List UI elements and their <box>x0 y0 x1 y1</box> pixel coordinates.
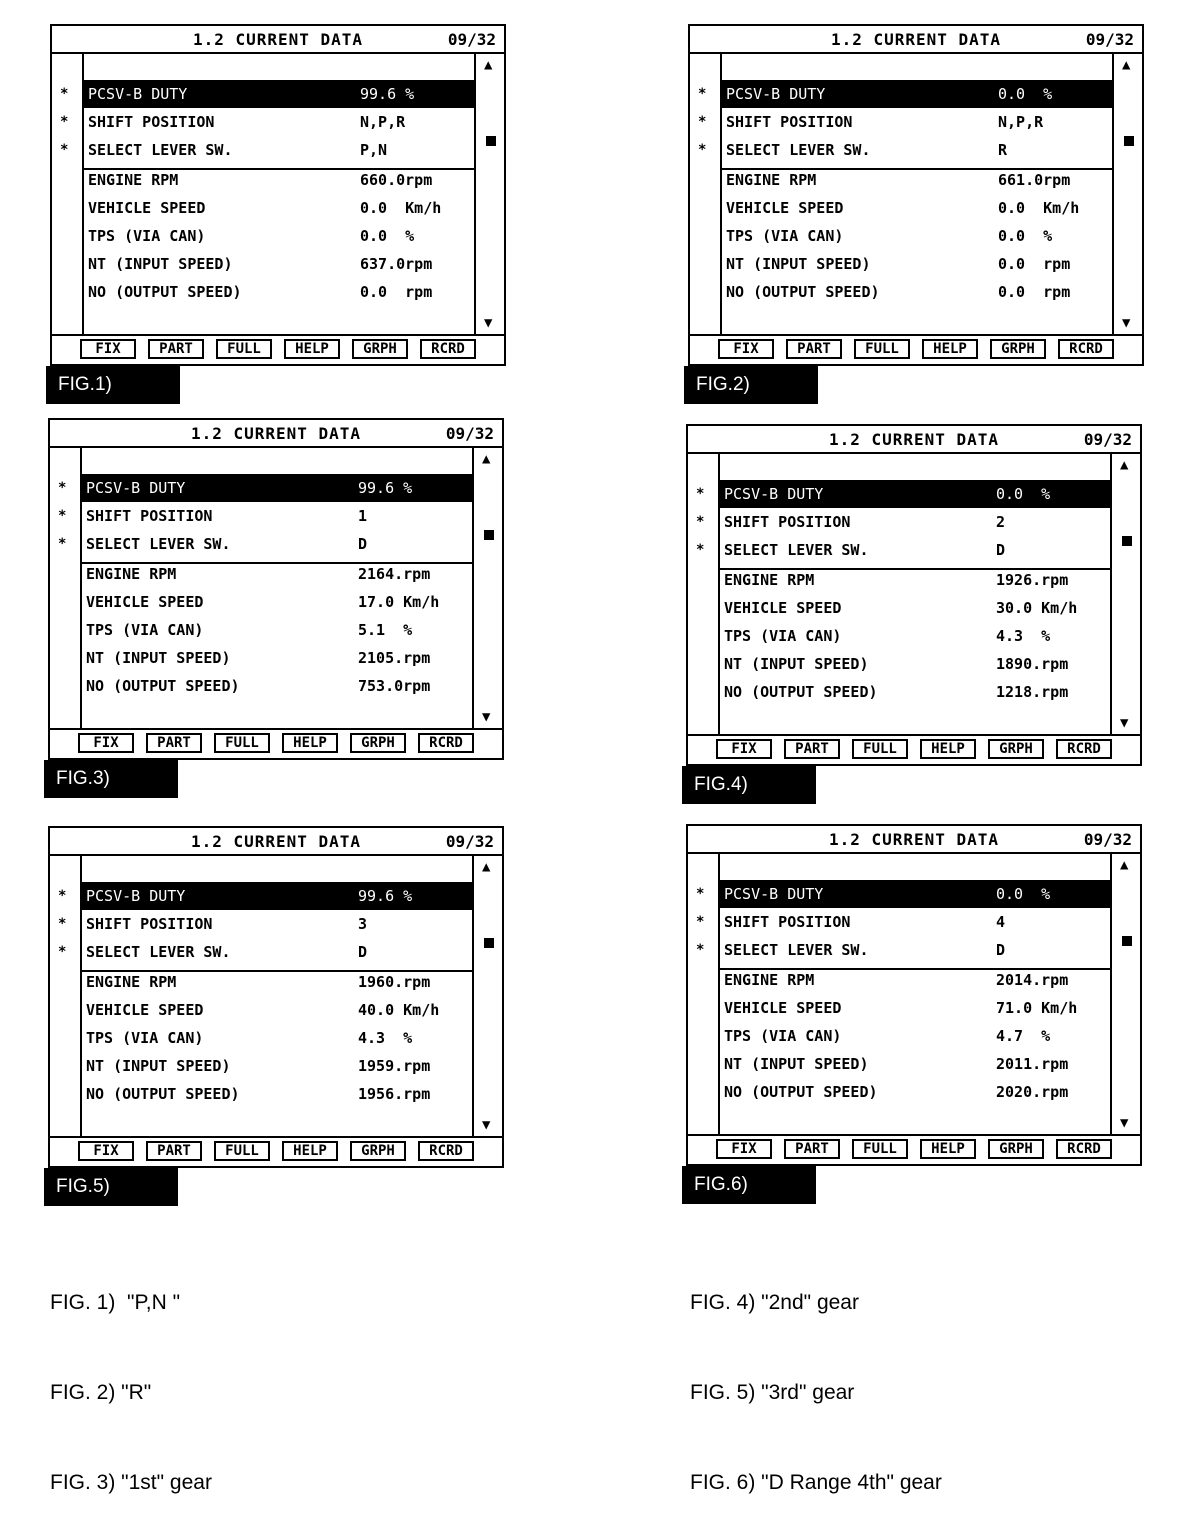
parameter-value: 4.7 % <box>996 1027 1051 1045</box>
parameter-value: 0.0 rpm <box>998 255 1071 273</box>
title-bar <box>50 420 502 448</box>
function-bar <box>690 334 1142 364</box>
data-row[interactable] <box>720 650 1110 678</box>
parameter-label: PCSV-B DUTY <box>88 85 188 103</box>
part-button[interactable]: PART <box>784 1139 840 1159</box>
fixed-marker-icon: * <box>696 942 705 958</box>
fix-button[interactable]: FIX <box>716 1139 772 1159</box>
parameter-label: TPS (VIA CAN) <box>724 627 842 645</box>
grph-button[interactable]: GRPH <box>990 339 1046 359</box>
parameter-value: 99.6 % <box>358 887 413 905</box>
data-row[interactable] <box>82 588 472 616</box>
parameter-value: 1960.rpm <box>358 973 431 991</box>
parameter-label: SELECT LEVER SW. <box>726 141 871 159</box>
parameter-label: ENGINE RPM <box>724 971 815 989</box>
scrollbar[interactable] <box>1110 454 1142 734</box>
data-row[interactable] <box>720 508 1110 536</box>
data-row[interactable] <box>720 566 1110 594</box>
rcrd-button[interactable]: RCRD <box>1056 739 1112 759</box>
rcrd-button[interactable]: RCRD <box>418 1141 474 1161</box>
fixed-marker-icon: * <box>698 86 707 102</box>
grph-button[interactable]: GRPH <box>352 339 408 359</box>
scroll-up-icon[interactable]: ▲ <box>1120 457 1129 473</box>
parameter-label: ENGINE RPM <box>88 171 179 189</box>
help-button[interactable]: HELP <box>282 1141 338 1161</box>
grph-button[interactable]: GRPH <box>988 739 1044 759</box>
parameter-value: 0.0 % <box>998 227 1053 245</box>
function-bar <box>50 728 502 758</box>
parameter-value: D <box>358 535 368 553</box>
figure-panel <box>48 826 504 1197</box>
parameter-value: 99.6 % <box>360 85 415 103</box>
fix-button[interactable]: FIX <box>718 339 774 359</box>
scroll-thumb[interactable] <box>484 938 494 948</box>
fix-button[interactable]: FIX <box>78 733 134 753</box>
part-button[interactable]: PART <box>784 739 840 759</box>
parameter-value: R <box>998 141 1008 159</box>
fix-button[interactable]: FIX <box>78 1141 134 1161</box>
data-row[interactable] <box>84 194 474 222</box>
full-button[interactable]: FULL <box>214 733 270 753</box>
parameter-label: PCSV-B DUTY <box>86 887 186 905</box>
parameter-label: SELECT LEVER SW. <box>724 541 869 559</box>
scrollbar[interactable] <box>472 856 504 1136</box>
caption-line: FIG. 1) "P,N " <box>50 1291 181 1314</box>
fixed-marker-icon: * <box>696 486 705 502</box>
caption-line: FIG. 4) "2nd" gear <box>690 1291 859 1314</box>
rcrd-button[interactable]: RCRD <box>420 339 476 359</box>
fixed-marker-icon: * <box>698 114 707 130</box>
screen-title: 1.2 CURRENT DATA <box>828 830 1000 849</box>
data-row[interactable] <box>722 222 1112 250</box>
screen-title: 1.2 CURRENT DATA <box>190 424 362 443</box>
parameter-label: SELECT LEVER SW. <box>86 943 231 961</box>
parameter-label: TPS (VIA CAN) <box>86 621 204 639</box>
scroll-down-icon[interactable]: ▼ <box>1120 715 1129 731</box>
figure-label: FIG.3) <box>44 760 178 798</box>
parameter-label: TPS (VIA CAN) <box>86 1029 204 1047</box>
parameter-value: N,P,R <box>360 113 406 131</box>
caption-line: FIG. 2) "R" <box>50 1381 152 1404</box>
part-button[interactable]: PART <box>148 339 204 359</box>
part-button[interactable]: PART <box>146 733 202 753</box>
data-row[interactable] <box>722 166 1112 194</box>
rcrd-button[interactable]: RCRD <box>1056 1139 1112 1159</box>
parameter-label: NT (INPUT SPEED) <box>726 255 871 273</box>
help-button[interactable]: HELP <box>920 739 976 759</box>
caption-left <box>50 1228 212 1528</box>
data-row[interactable] <box>82 474 472 502</box>
page-indicator: 09/32 <box>1083 430 1132 449</box>
parameter-value: 1926.rpm <box>996 571 1069 589</box>
data-row[interactable] <box>82 616 472 644</box>
parameter-label: NT (INPUT SPEED) <box>88 255 233 273</box>
parameter-label: ENGINE RPM <box>86 565 177 583</box>
title-bar <box>690 26 1142 54</box>
parameter-label: VEHICLE SPEED <box>724 599 842 617</box>
data-row[interactable] <box>722 194 1112 222</box>
data-row[interactable] <box>82 938 472 966</box>
fixed-marker-icon: * <box>696 914 705 930</box>
data-row[interactable] <box>720 994 1110 1022</box>
help-button[interactable]: HELP <box>922 339 978 359</box>
page-indicator: 09/32 <box>1083 830 1132 849</box>
data-row[interactable] <box>82 530 472 558</box>
data-row[interactable] <box>84 222 474 250</box>
data-row[interactable] <box>720 480 1110 508</box>
scroll-down-icon[interactable]: ▼ <box>1122 315 1131 331</box>
title-bar <box>52 26 504 54</box>
data-row[interactable] <box>84 136 474 164</box>
figure-panel <box>688 24 1144 395</box>
data-row[interactable] <box>720 936 1110 964</box>
diagnostic-screen <box>686 424 1142 766</box>
parameter-value: 2105.rpm <box>358 649 431 667</box>
parameter-label: SHIFT POSITION <box>86 915 213 933</box>
data-row[interactable] <box>82 996 472 1024</box>
fixed-marker-icon: * <box>58 916 67 932</box>
parameter-value: 2011.rpm <box>996 1055 1069 1073</box>
parameter-label: ENGINE RPM <box>726 171 817 189</box>
parameter-label: NO (OUTPUT SPEED) <box>724 1083 878 1101</box>
parameter-label: PCSV-B DUTY <box>726 85 826 103</box>
parameter-label: NO (OUTPUT SPEED) <box>86 1085 240 1103</box>
data-row[interactable] <box>720 880 1110 908</box>
parameter-label: VEHICLE SPEED <box>86 1001 204 1019</box>
data-row[interactable] <box>84 278 474 306</box>
scrollbar[interactable] <box>472 448 504 728</box>
full-button[interactable]: FULL <box>852 1139 908 1159</box>
parameter-label: ENGINE RPM <box>86 973 177 991</box>
parameter-label: NO (OUTPUT SPEED) <box>86 677 240 695</box>
parameter-value: D <box>996 541 1006 559</box>
scroll-thumb[interactable] <box>1122 936 1132 946</box>
diagnostic-screen <box>686 824 1142 1166</box>
scrollbar[interactable] <box>1110 854 1142 1134</box>
parameter-value: 637.0rpm <box>360 255 433 273</box>
parameter-value: 1956.rpm <box>358 1085 431 1103</box>
data-row[interactable] <box>722 278 1112 306</box>
full-button[interactable]: FULL <box>854 339 910 359</box>
data-row[interactable] <box>722 80 1112 108</box>
fixed-marker-icon: * <box>58 536 67 552</box>
caption-line: FIG. 6) "D Range 4th" gear <box>690 1471 942 1494</box>
parameter-value: 5.1 % <box>358 621 413 639</box>
parameter-value: N,P,R <box>998 113 1044 131</box>
data-row[interactable] <box>84 108 474 136</box>
parameter-value: 0.0 % <box>996 485 1051 503</box>
help-button[interactable]: HELP <box>284 339 340 359</box>
parameter-label: VEHICLE SPEED <box>88 199 206 217</box>
parameter-value: 1959.rpm <box>358 1057 431 1075</box>
parameter-value: 661.0rpm <box>998 171 1071 189</box>
data-row[interactable] <box>82 910 472 938</box>
fixed-marker-icon: * <box>696 886 705 902</box>
parameter-value: 2014.rpm <box>996 971 1069 989</box>
parameter-label: NT (INPUT SPEED) <box>724 655 869 673</box>
page-indicator: 09/32 <box>445 832 494 851</box>
fixed-marker-icon: * <box>60 142 69 158</box>
function-bar <box>688 1134 1140 1164</box>
parameter-label: NT (INPUT SPEED) <box>86 649 231 667</box>
part-button[interactable]: PART <box>786 339 842 359</box>
grph-button[interactable]: GRPH <box>350 1141 406 1161</box>
fix-button[interactable]: FIX <box>716 739 772 759</box>
scroll-thumb[interactable] <box>1122 536 1132 546</box>
data-row[interactable] <box>82 968 472 996</box>
parameter-value: D <box>358 943 368 961</box>
screen-title: 1.2 CURRENT DATA <box>190 832 362 851</box>
screen-title: 1.2 CURRENT DATA <box>828 430 1000 449</box>
parameter-value: 0.0 rpm <box>360 283 433 301</box>
fixed-marker-icon: * <box>698 142 707 158</box>
page-indicator: 09/32 <box>447 30 496 49</box>
fixed-marker-icon: * <box>58 480 67 496</box>
parameter-value: 753.0rpm <box>358 677 431 695</box>
data-row[interactable] <box>720 908 1110 936</box>
figure-panel <box>48 418 504 789</box>
figure-label: FIG.6) <box>682 1166 816 1204</box>
parameter-label: PCSV-B DUTY <box>724 485 824 503</box>
fixed-marker-icon: * <box>58 888 67 904</box>
data-row[interactable] <box>82 1080 472 1108</box>
fixed-marker-icon: * <box>696 514 705 530</box>
parameter-value: 1218.rpm <box>996 683 1069 701</box>
rcrd-button[interactable]: RCRD <box>1058 339 1114 359</box>
diagnostic-screen <box>688 24 1144 366</box>
screen-title: 1.2 CURRENT DATA <box>192 30 364 49</box>
help-button[interactable]: HELP <box>282 733 338 753</box>
full-button[interactable]: FULL <box>214 1141 270 1161</box>
full-button[interactable]: FULL <box>852 739 908 759</box>
parameter-label: VEHICLE SPEED <box>726 199 844 217</box>
scroll-up-icon[interactable]: ▲ <box>1122 57 1131 73</box>
scrollbar[interactable] <box>1112 54 1144 334</box>
data-row[interactable] <box>720 622 1110 650</box>
diagnostic-screen <box>48 826 504 1168</box>
parameter-label: NO (OUTPUT SPEED) <box>726 283 880 301</box>
parameter-value: 0.0 % <box>360 227 415 245</box>
parameter-value: 0.0 Km/h <box>998 199 1080 217</box>
parameter-value: 1 <box>358 507 368 525</box>
page-indicator: 09/32 <box>445 424 494 443</box>
data-row[interactable] <box>84 80 474 108</box>
parameter-value: 3 <box>358 915 368 933</box>
data-row[interactable] <box>720 1078 1110 1106</box>
scrollbar[interactable] <box>474 54 506 334</box>
data-row[interactable] <box>82 502 472 530</box>
function-bar <box>50 1136 502 1166</box>
parameter-label: VEHICLE SPEED <box>724 999 842 1017</box>
data-row[interactable] <box>82 672 472 700</box>
full-button[interactable]: FULL <box>216 339 272 359</box>
fixed-marker-icon: * <box>60 86 69 102</box>
data-row[interactable] <box>720 1050 1110 1078</box>
data-row[interactable] <box>720 1022 1110 1050</box>
screen-title: 1.2 CURRENT DATA <box>830 30 1002 49</box>
parameter-label: SHIFT POSITION <box>724 913 851 931</box>
scroll-up-icon[interactable]: ▲ <box>1120 857 1129 873</box>
fixed-marker-icon: * <box>58 944 67 960</box>
parameter-value: 30.0 Km/h <box>996 599 1078 617</box>
data-row[interactable] <box>82 1024 472 1052</box>
parameter-label: SHIFT POSITION <box>726 113 853 131</box>
figure-label: FIG.2) <box>684 366 818 404</box>
scroll-thumb[interactable] <box>486 136 496 146</box>
caption-line: FIG. 5) "3rd" gear <box>690 1381 855 1404</box>
rcrd-button[interactable]: RCRD <box>418 733 474 753</box>
scroll-down-icon[interactable]: ▼ <box>484 315 493 331</box>
parameter-value: 4.3 % <box>358 1029 413 1047</box>
caption-right <box>690 1228 942 1528</box>
parameter-label: SELECT LEVER SW. <box>724 941 869 959</box>
parameter-value: 660.0rpm <box>360 171 433 189</box>
scroll-down-icon[interactable]: ▼ <box>482 1117 491 1133</box>
parameter-label: TPS (VIA CAN) <box>724 1027 842 1045</box>
data-row[interactable] <box>82 882 472 910</box>
parameter-value: 2164.rpm <box>358 565 431 583</box>
data-row[interactable] <box>82 1052 472 1080</box>
parameter-value: 1890.rpm <box>996 655 1069 673</box>
part-button[interactable]: PART <box>146 1141 202 1161</box>
data-row[interactable] <box>722 136 1112 164</box>
scroll-up-icon[interactable]: ▲ <box>482 451 491 467</box>
parameter-label: SELECT LEVER SW. <box>86 535 231 553</box>
parameter-label: TPS (VIA CAN) <box>88 227 206 245</box>
data-row[interactable] <box>720 536 1110 564</box>
parameter-value: 0.0 % <box>996 885 1051 903</box>
parameter-label: TPS (VIA CAN) <box>726 227 844 245</box>
figure-panel <box>686 424 1142 795</box>
title-bar <box>688 426 1140 454</box>
parameter-value: 0.0 Km/h <box>360 199 442 217</box>
data-row[interactable] <box>82 560 472 588</box>
function-bar <box>688 734 1140 764</box>
data-row[interactable] <box>84 250 474 278</box>
parameter-label: SELECT LEVER SW. <box>88 141 233 159</box>
parameter-value: 4.3 % <box>996 627 1051 645</box>
data-row[interactable] <box>720 594 1110 622</box>
parameter-label: PCSV-B DUTY <box>724 885 824 903</box>
parameter-value: 0.0 % <box>998 85 1053 103</box>
parameter-label: SHIFT POSITION <box>88 113 215 131</box>
figure-panel <box>686 824 1142 1195</box>
parameter-label: NT (INPUT SPEED) <box>724 1055 869 1073</box>
fix-button[interactable]: FIX <box>80 339 136 359</box>
scroll-down-icon[interactable]: ▼ <box>1120 1115 1129 1131</box>
parameter-value: 17.0 Km/h <box>358 593 440 611</box>
diagnostic-screen <box>48 418 504 760</box>
parameter-value: P,N <box>360 141 388 159</box>
parameter-value: 0.0 rpm <box>998 283 1071 301</box>
grph-button[interactable]: GRPH <box>988 1139 1044 1159</box>
scroll-up-icon[interactable]: ▲ <box>484 57 493 73</box>
figure-label: FIG.5) <box>44 1168 178 1206</box>
title-bar <box>688 826 1140 854</box>
figure-label: FIG.4) <box>682 766 816 804</box>
fixed-marker-icon: * <box>60 114 69 130</box>
data-row[interactable] <box>720 966 1110 994</box>
data-row[interactable] <box>720 678 1110 706</box>
parameter-label: SHIFT POSITION <box>724 513 851 531</box>
parameter-label: NO (OUTPUT SPEED) <box>724 683 878 701</box>
grph-button[interactable]: GRPH <box>350 733 406 753</box>
fixed-marker-icon: * <box>58 508 67 524</box>
parameter-value: 2020.rpm <box>996 1083 1069 1101</box>
parameter-value: 71.0 Km/h <box>996 999 1078 1017</box>
parameter-label: ENGINE RPM <box>724 571 815 589</box>
parameter-value: 40.0 Km/h <box>358 1001 440 1019</box>
parameter-value: 2 <box>996 513 1006 531</box>
scroll-up-icon[interactable]: ▲ <box>482 859 491 875</box>
figure-panel <box>50 24 506 395</box>
data-row[interactable] <box>722 250 1112 278</box>
parameter-value: D <box>996 941 1006 959</box>
parameter-label: NO (OUTPUT SPEED) <box>88 283 242 301</box>
parameter-label: NT (INPUT SPEED) <box>86 1057 231 1075</box>
title-bar <box>50 828 502 856</box>
data-row[interactable] <box>722 108 1112 136</box>
data-row[interactable] <box>82 644 472 672</box>
parameter-value: 4 <box>996 913 1006 931</box>
caption-line: FIG. 3) "1st" gear <box>50 1471 212 1494</box>
parameter-label: SHIFT POSITION <box>86 507 213 525</box>
help-button[interactable]: HELP <box>920 1139 976 1159</box>
scroll-thumb[interactable] <box>484 530 494 540</box>
function-bar <box>52 334 504 364</box>
scroll-down-icon[interactable]: ▼ <box>482 709 491 725</box>
scroll-thumb[interactable] <box>1124 136 1134 146</box>
diagnostic-screen <box>50 24 506 366</box>
page-indicator: 09/32 <box>1085 30 1134 49</box>
parameter-label: VEHICLE SPEED <box>86 593 204 611</box>
figure-label: FIG.1) <box>46 366 180 404</box>
parameter-value: 99.6 % <box>358 479 413 497</box>
fixed-marker-icon: * <box>696 542 705 558</box>
data-row[interactable] <box>84 166 474 194</box>
parameter-label: PCSV-B DUTY <box>86 479 186 497</box>
